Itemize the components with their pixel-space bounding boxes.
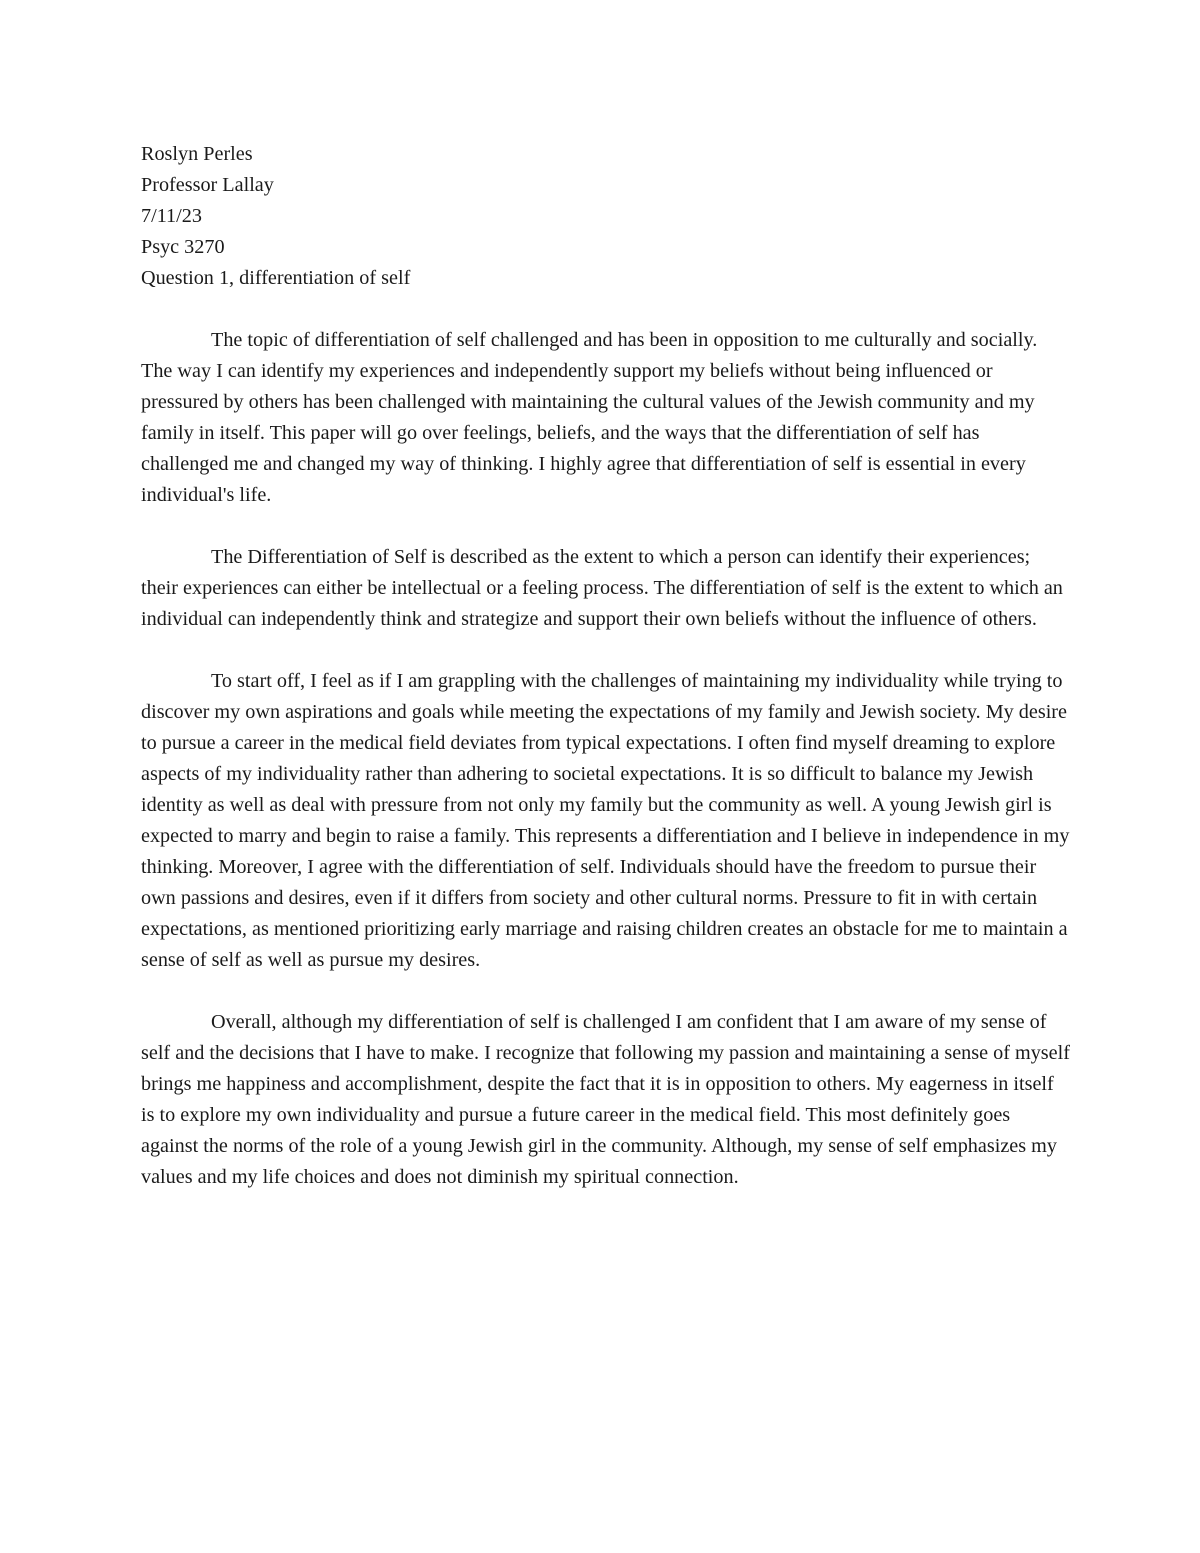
author-name: Roslyn Perles xyxy=(141,143,253,165)
paragraph-intro: The topic of differentiation of self challenged and has been in opposition to me culturally and socially. The way I can identify my experiences and independently support my beliefs without being influenced or pressured by others has been challenged with maintaining the cultural values of the Jewish community and my family in itself. This paper will go over feelings, beliefs, and the ways that the differentiation of self has challenged me and changed my way of thinking. I highly agree that differentiation of self is essential in every individual's life. xyxy=(141,329,1038,506)
document-date: 7/11/23 xyxy=(141,205,202,227)
paragraph-conclusion: Overall, although my differentiation of self is challenged I am confident that I am aware of my sense of self and the decisions that I have to make. I recognize that following my passion and maintaining a sense of myself brings me happiness and accomplishment, despite the fact that it is in opposition to others. My eagerness in itself is to explore my own individuality and pursue a future career in the medical field. This most definitely goes against the norms of the role of a young Jewish girl in the community. Although, my sense of self emphasizes my values and my life choices and does not diminish my spiritual connection. xyxy=(141,1011,1070,1188)
professor-name: Professor Lallay xyxy=(141,174,274,196)
course-code: Psyc 3270 xyxy=(141,236,225,258)
paragraph-definition: The Differentiation of Self is described as the extent to which a person can identify their experiences; their experiences can either be intellectual or a feeling process. The differentiation of self is the extent to which an individual can independently think and strategize and support their own beliefs without the influence of others. xyxy=(141,546,1063,630)
paragraph-personal-experience: To start off, I feel as if I am grappling with the challenges of maintaining my individuality while trying to discover my own aspirations and goals while meeting the expectations of my family and Jewish society. My desire to pursue a career in the medical field deviates from typical expectations. I often find myself dreaming to explore aspects of my individuality rather than adhering to societal expectations. It is so difficult to balance my Jewish identity as well as deal with pressure from not only my family but the community as well. A young Jewish girl is expected to marry and begin to raise a family. This represents a differentiation and I believe in independence in my thinking. Moreover, I agree with the differentiation of self. Individuals should have the freedom to pursue their own passions and desires, even if it differs from society and other cultural norms. Pressure to fit in with certain expectations, as mentioned prioritizing early marriage and raising children creates an obstacle for me to maintain a sense of self as well as pursue my desires. xyxy=(141,670,1070,971)
document-body xyxy=(141,139,1071,1224)
document-header xyxy=(141,139,1071,294)
question-title: Question 1, differentiation of self xyxy=(141,267,411,289)
